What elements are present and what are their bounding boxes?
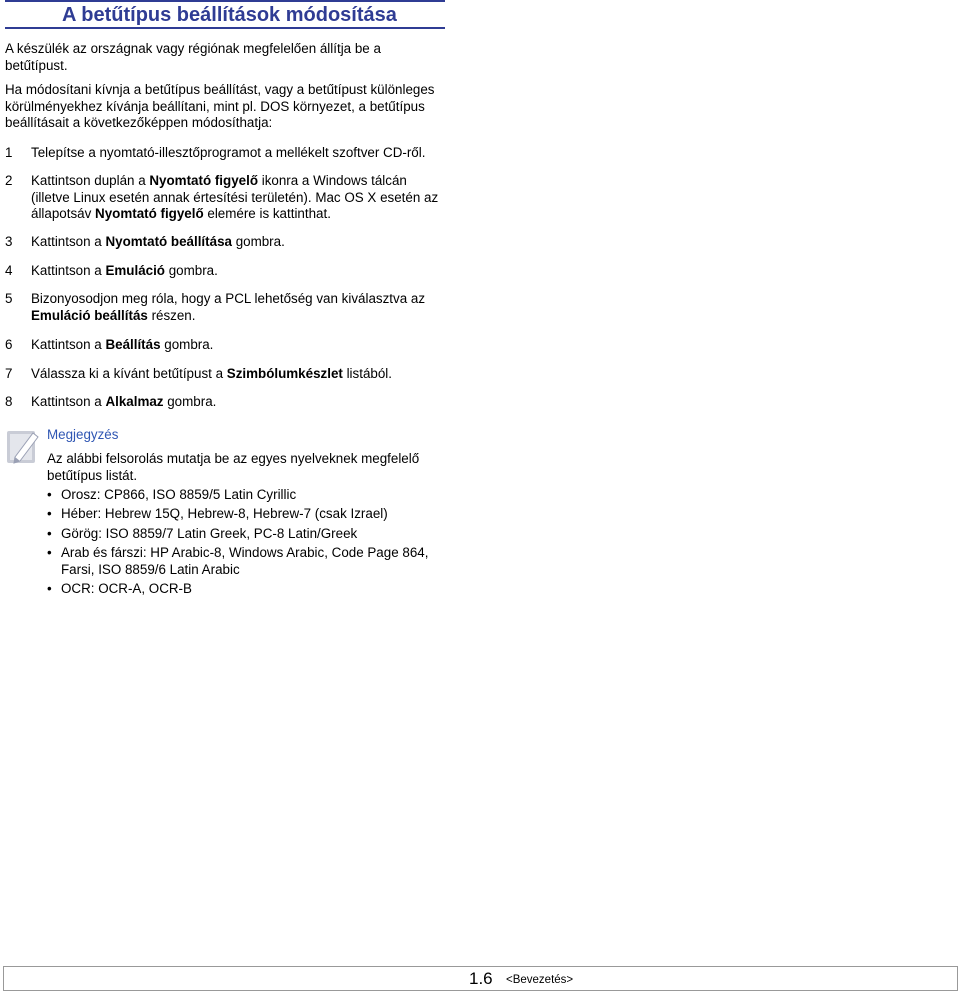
note-text: Az alábbi felsorolás mutatja be az egyes nyelveknek megfelelő betűtípus listát. [47,451,420,483]
page-title: A betűtípus beállítások módosítása [62,4,397,26]
page-footer [3,966,958,991]
intro-paragraph-1: A készülék az országnak vagy régiónak megfelelően állítja be a betűtípust. [5,41,381,73]
step-number: 8 [5,394,13,409]
step-number: 2 [5,173,13,188]
note-title: Megjegyzés [47,427,119,442]
bullet-icon: • [47,506,52,521]
section-name: <Bevezetés> [506,974,574,986]
step-text: Kattintson duplán a Nyomtató figyelő ikonra a Windows tálcán (illetve Linux esetén annak értesítési területén). Mac OS X esetén az állapotsáv Nyomtató figyelő elemére is kattinthat. [31,173,439,221]
step-text: Válassza ki a kívánt betűtípust a Szimbólumkészlet listából. [31,366,392,381]
step-text: Kattintson a Alkalmaz gombra. [31,394,217,409]
step-number: 3 [5,234,13,249]
page-number: 1.6 [469,969,493,988]
bullet-icon: • [47,487,52,502]
step-text: Kattintson a Emuláció gombra. [31,263,218,278]
step-number: 1 [5,145,13,160]
step-number: 4 [5,263,13,278]
step-number: 6 [5,337,13,352]
note-pencil-icon [5,427,41,467]
step-text: Kattintson a Beállítás gombra. [31,337,214,352]
bullet-icon: • [47,526,52,541]
step-text: Bizonyosodjon meg róla, hogy a PCL lehetőség van kiválasztva az Emuláció beállítás részen. [31,291,426,323]
step-number: 7 [5,366,13,381]
step-text: Telepítse a nyomtató-illesztőprogramot a mellékelt szoftver CD-ről. [31,145,426,160]
step-text: Kattintson a Nyomtató beállítása gombra. [31,234,285,249]
step-number: 5 [5,291,13,306]
intro-paragraph-2: Ha módosítani kívnja a betűtípus beállítást, vagy a betűtípust különleges körülményekhez kívánja beállítani, mint pl. DOS környezet, a betűtípus beállításait a következőképpen módosíthatja: [5,82,435,130]
bullet-icon: • [47,545,52,560]
heading-bar [5,0,445,29]
bullet-icon: • [47,581,52,596]
